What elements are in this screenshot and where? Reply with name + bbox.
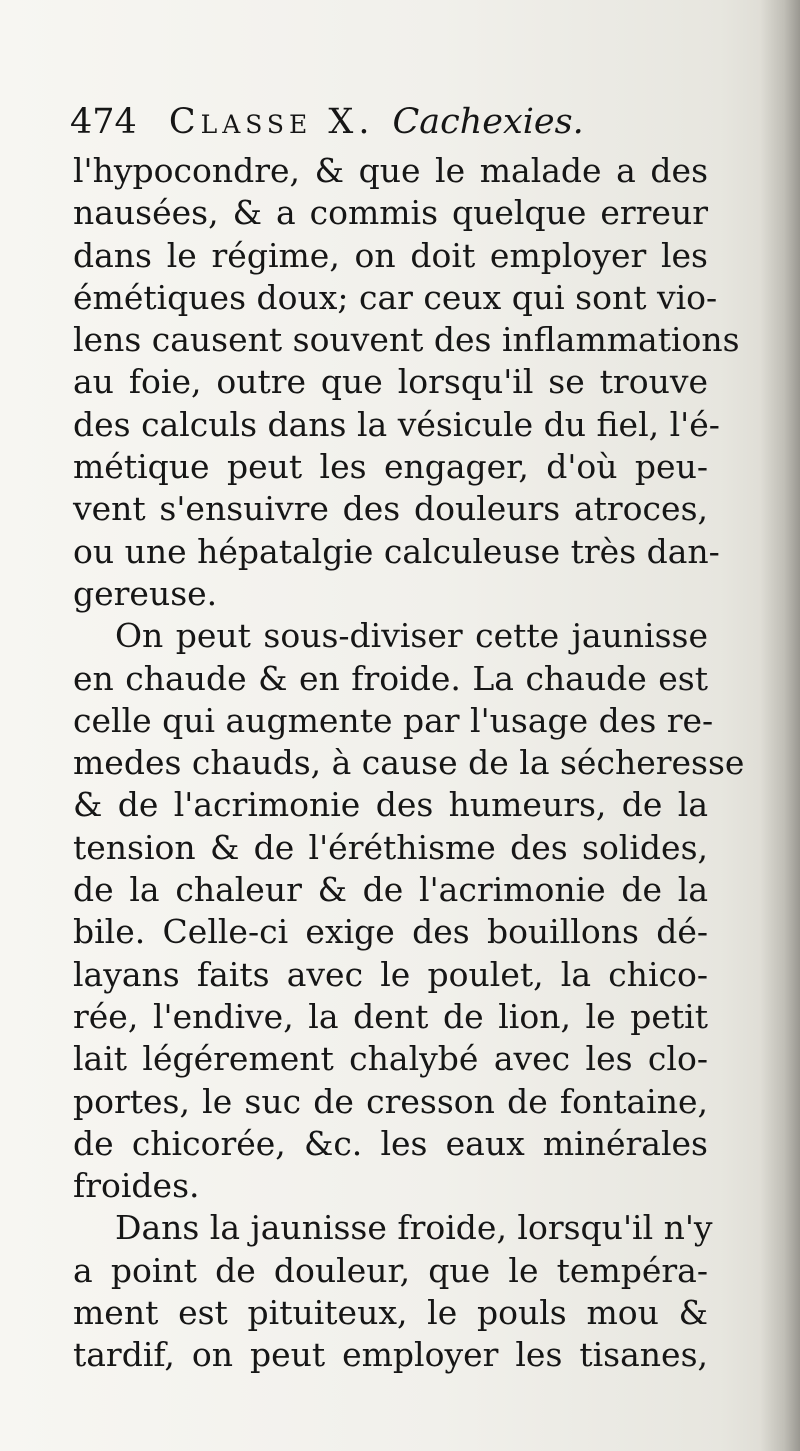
text-line: gereuse.	[73, 573, 218, 613]
text-line: de chicorée, &c. les eaux minérales	[73, 1123, 708, 1163]
text-line: medes chauds, à cause de la sécheresse	[73, 743, 745, 783]
text-line: lait légérement chalybé avec les clo-	[73, 1039, 708, 1079]
text-line: froides.	[73, 1166, 200, 1206]
page-header	[70, 96, 710, 148]
text-line: vent s'ensuivre des douleurs atroces,	[73, 489, 708, 529]
text-line: en chaude & en froide. La chaude est	[73, 658, 708, 698]
text-line: émétiques doux; car ceux qui sont vio-	[73, 277, 718, 317]
text-line: a point de douleur, que le tempéra-	[73, 1250, 708, 1290]
text-line: l'hypocondre, & que le malade a des	[73, 151, 708, 190]
text-line: métique peut les engager, d'où peu-	[73, 447, 708, 487]
text-line: des calculs dans la vésicule du fiel, l'é-	[73, 404, 720, 444]
text-line: de la chaleur & de l'acrimonie de la	[73, 870, 708, 910]
text-line: au foie, outre que lorsqu'il se trouve	[73, 362, 708, 402]
text-line: tension & de l'éréthisme des solides,	[73, 827, 708, 867]
text-line: nausées, & a commis quelque erreur	[73, 193, 708, 233]
text-line: bile. Celle-ci exige des bouillons dé-	[73, 912, 708, 952]
text-line: lens causent souvent des inflammations	[73, 320, 740, 360]
page-edge-shadow	[760, 0, 800, 1451]
text-line: & de l'acrimonie des humeurs, de la	[73, 785, 708, 825]
text-line: ou une hépatalgie calculeuse très dan-	[73, 531, 720, 571]
text-line: layans faits avec le poulet, la chico-	[73, 954, 708, 994]
text-line: tardif, on peut employer les tisanes,	[73, 1335, 708, 1375]
paragraph-start-line: On peut sous-diviser cette jaunisse	[115, 616, 708, 656]
text-line: rée, l'endive, la dent de lion, le petit	[73, 996, 708, 1036]
text-line: celle qui augmente par l'usage des re-	[73, 700, 714, 740]
header-classe: Classe X.	[168, 102, 375, 142]
text-line: portes, le suc de cresson de fontaine,	[73, 1081, 708, 1121]
running-title: Cachexies.	[392, 102, 584, 142]
text-line: ment est pituiteux, le pouls mou &	[73, 1293, 708, 1333]
body-text	[73, 150, 745, 1377]
page-number: 474	[70, 102, 137, 142]
text-line: dans le régime, on doit employer les	[73, 235, 708, 275]
paragraph-start-line: Dans la jaunisse froide, lorsqu'il n'y	[115, 1208, 713, 1248]
